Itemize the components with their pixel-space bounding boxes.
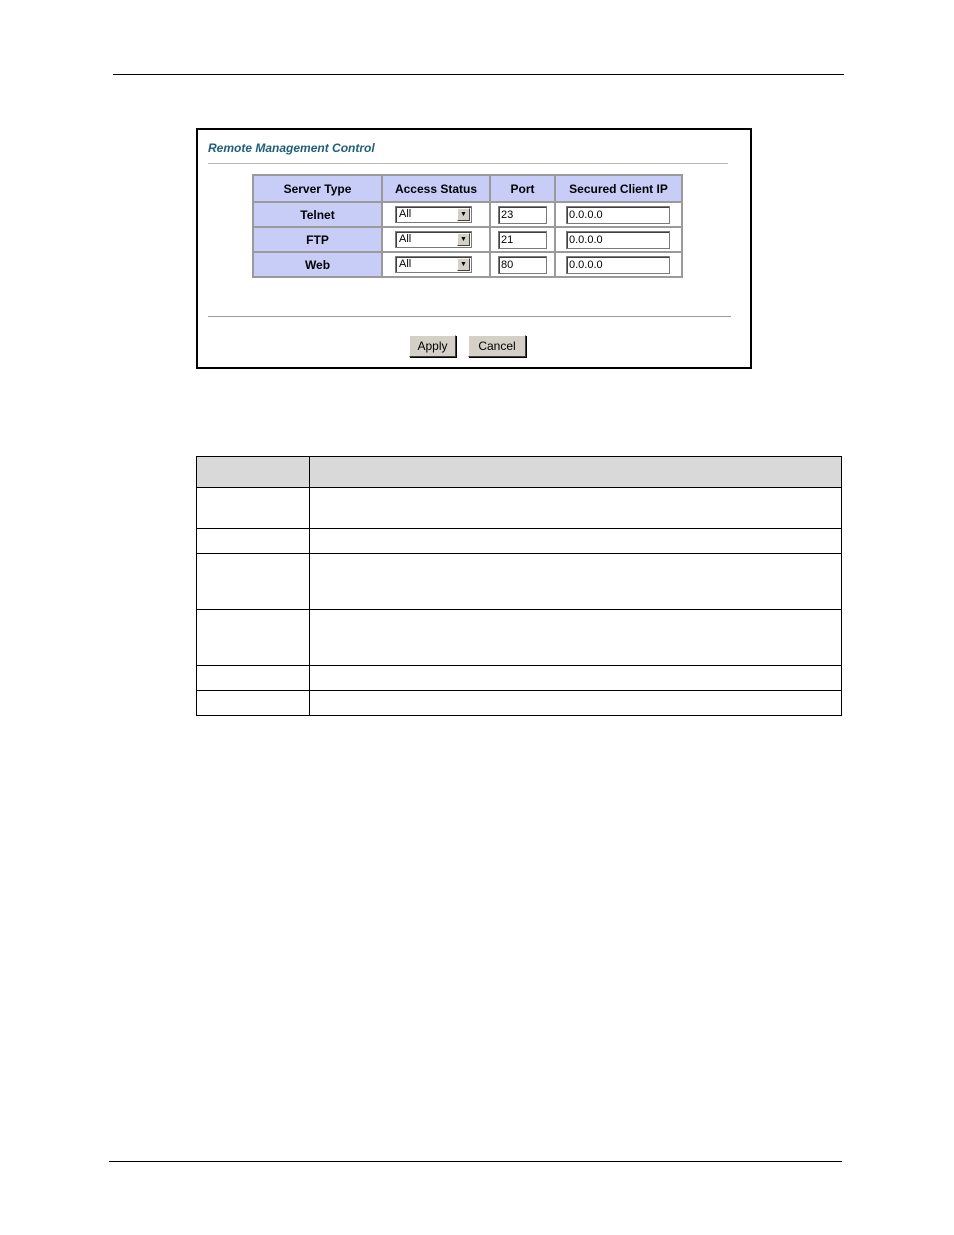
description-cell [197,666,310,691]
description-cell [310,529,842,554]
table-header-row [253,175,682,202]
select-value: All [399,258,412,270]
description-row [197,488,842,529]
description-row [197,554,842,610]
secured-ip-cell [555,202,682,227]
select-value: All [399,233,412,245]
table-row-ftp [253,227,682,252]
secured-ip-input-telnet[interactable] [566,206,670,224]
access-status-cell [382,252,490,277]
secured-ip-cell [555,227,682,252]
server-type-label: Web [253,252,382,277]
description-row [197,529,842,554]
cancel-button[interactable]: Cancel [468,335,526,357]
port-input-telnet[interactable] [498,206,547,224]
access-status-cell [382,227,490,252]
description-row [197,666,842,691]
description-cell [197,554,310,610]
description-cell [197,529,310,554]
description-row [197,691,842,716]
access-status-cell [382,202,490,227]
port-input-ftp[interactable] [498,231,547,249]
server-type-label: FTP [253,227,382,252]
description-cell [310,691,842,716]
description-cell [197,488,310,529]
dropdown-arrow-icon[interactable]: ▼ [457,233,470,246]
access-status-select-telnet[interactable] [395,206,472,223]
header-secured-client-ip: Secured Client IP [555,175,682,202]
description-cell [310,610,842,666]
table-row-web [253,252,682,277]
select-value: All [399,208,412,220]
description-header-row [197,457,842,488]
access-status-select-ftp[interactable] [395,231,472,248]
description-table [196,456,842,716]
remote-management-table [252,174,683,278]
header-server-type: Server Type [253,175,382,202]
description-cell [310,666,842,691]
description-cell [310,488,842,529]
secured-ip-cell [555,252,682,277]
header-port: Port [490,175,555,202]
title-divider [208,163,728,164]
header-access-status: Access Status [382,175,490,202]
remote-management-panel [196,128,752,369]
port-cell [490,227,555,252]
secured-ip-input-ftp[interactable] [566,231,670,249]
panel-title: Remote Management Control [208,141,375,155]
button-divider [208,316,731,317]
page-header-rule [113,74,844,75]
access-status-select-web[interactable] [395,256,472,273]
description-row [197,610,842,666]
description-header-cell [197,457,310,488]
secured-ip-input-web[interactable] [566,256,670,274]
port-cell [490,202,555,227]
port-cell [490,252,555,277]
description-header-cell [310,457,842,488]
page-footer-rule [109,1161,842,1162]
dropdown-arrow-icon[interactable]: ▼ [457,208,470,221]
description-cell [310,554,842,610]
table-row-telnet [253,202,682,227]
port-input-web[interactable] [498,256,547,274]
apply-button[interactable]: Apply [409,335,456,357]
description-cell [197,610,310,666]
server-type-label: Telnet [253,202,382,227]
dropdown-arrow-icon[interactable]: ▼ [457,258,470,271]
description-cell [197,691,310,716]
